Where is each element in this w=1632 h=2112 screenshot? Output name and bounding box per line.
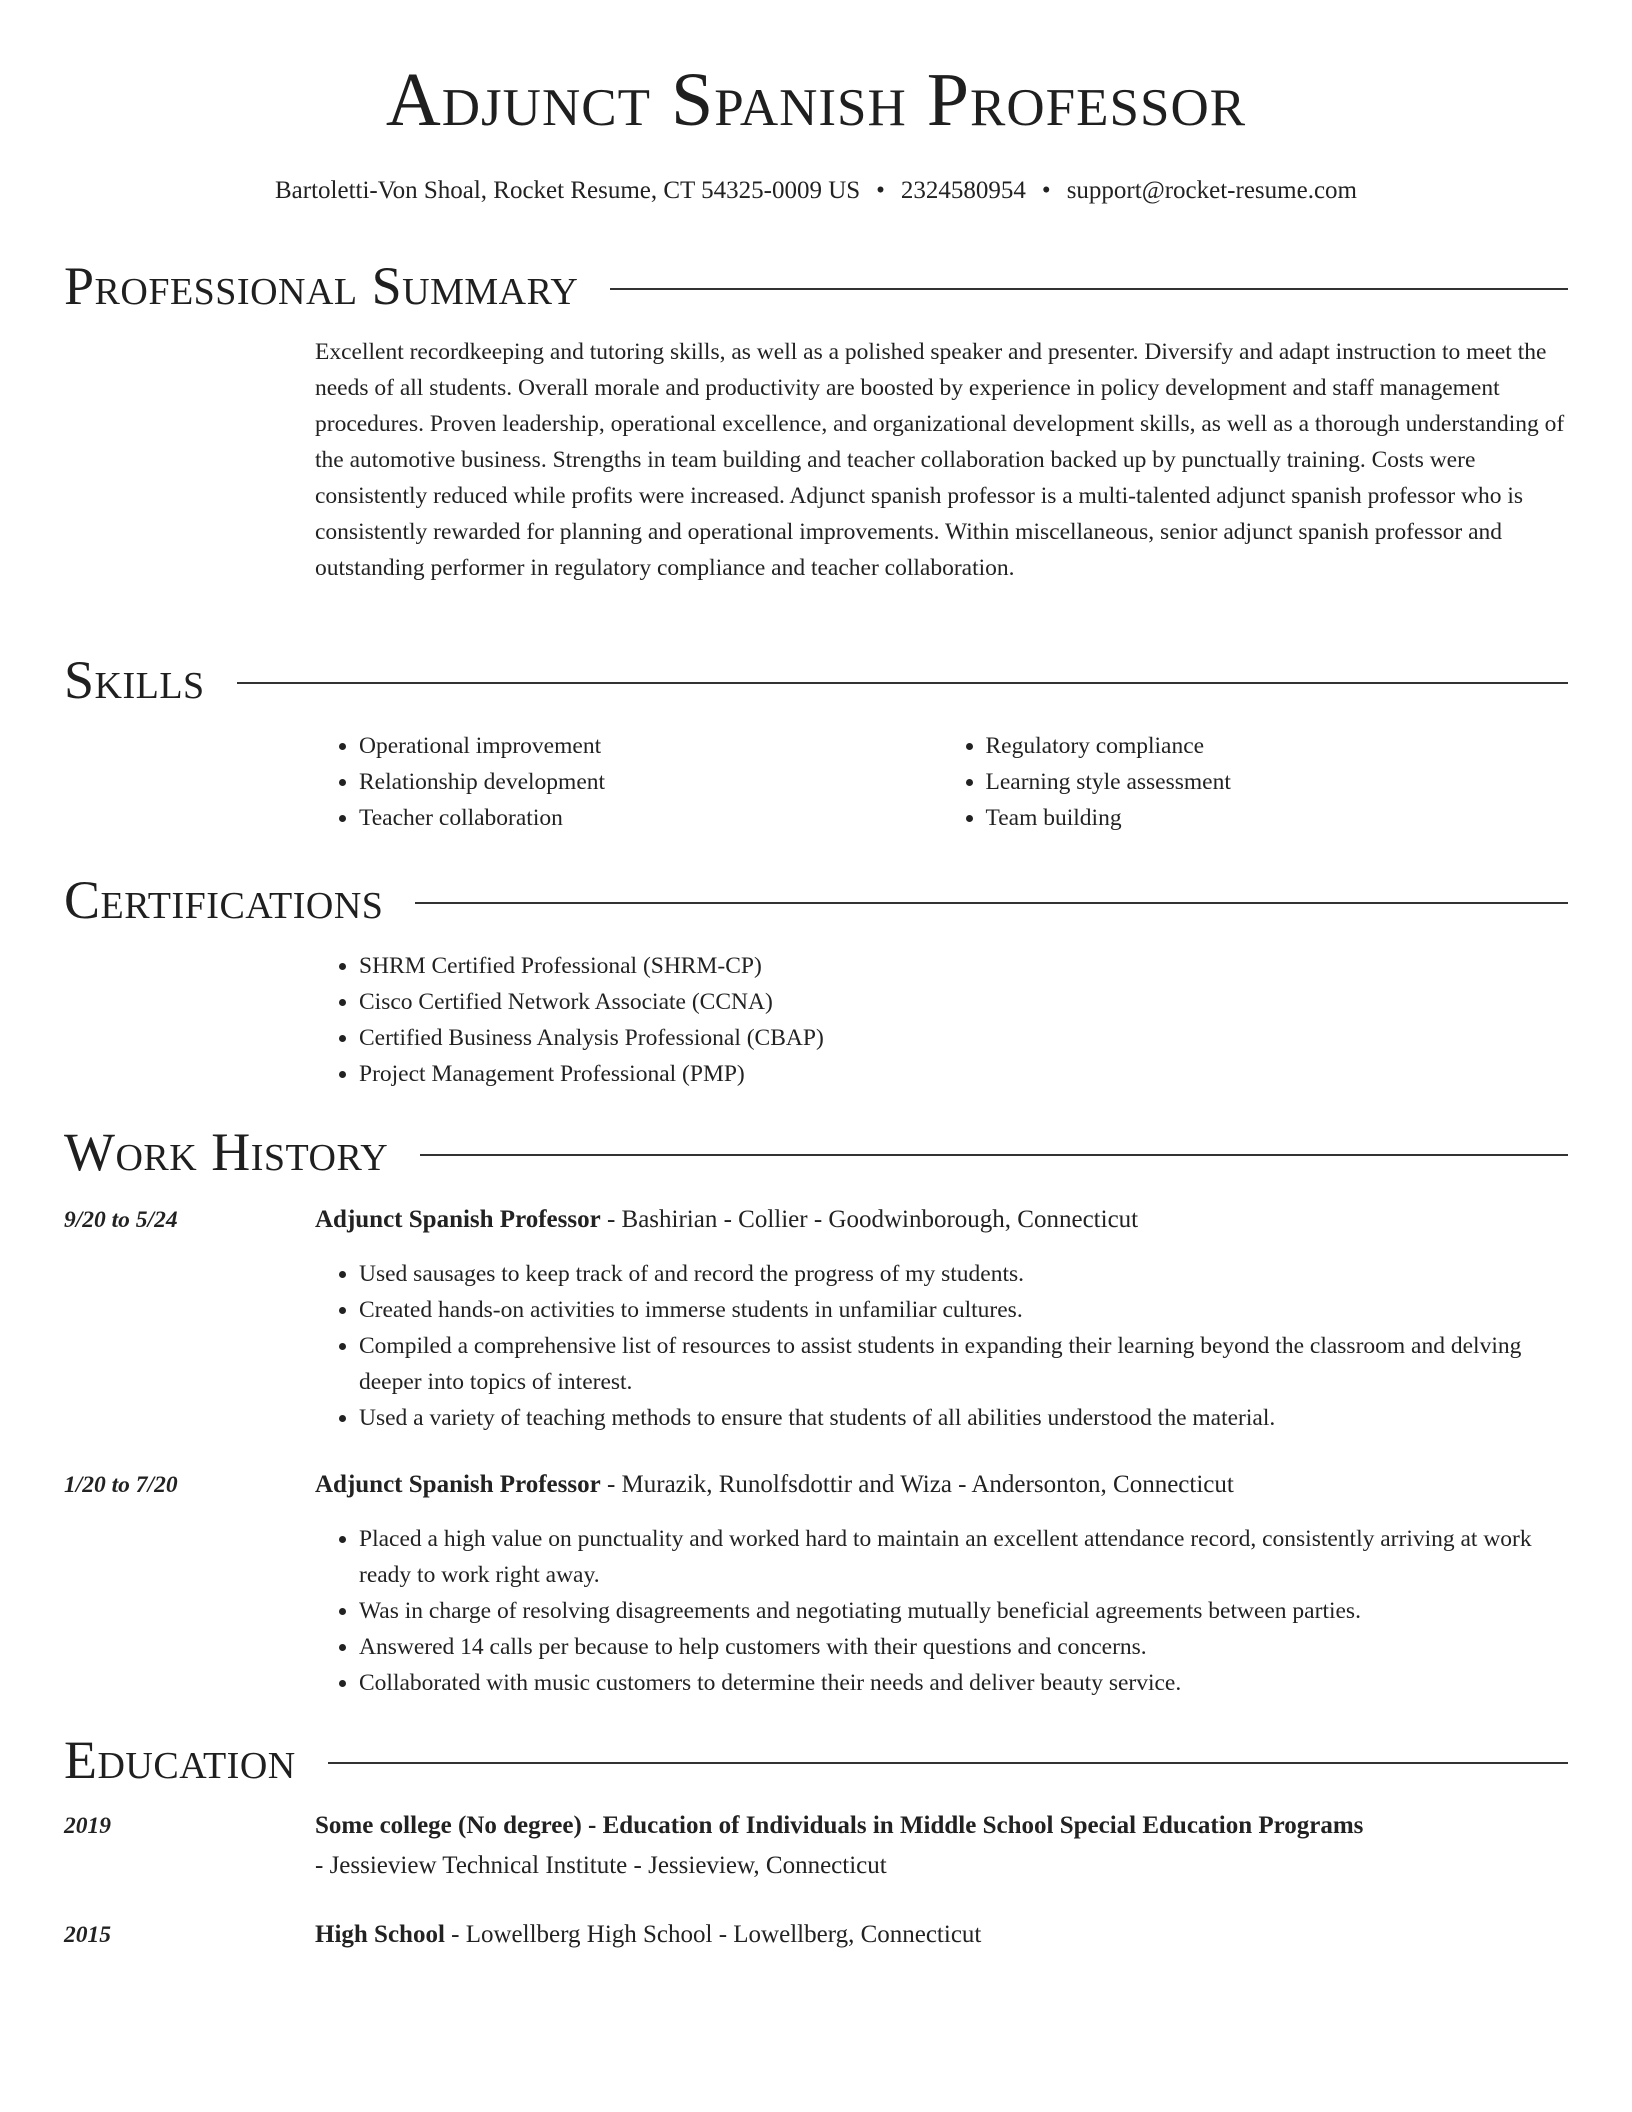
work-heading [64, 1120, 1568, 1184]
job-role: Adjunct Spanish Professor [315, 1471, 601, 1498]
certification-item: • Certified Business Analysis Professional (CBAP) [359, 1020, 1568, 1056]
contact-phone: 2324580954 [900, 177, 1026, 204]
certifications-list [315, 948, 1568, 1092]
section-divider [328, 1762, 1568, 1764]
skill-item: • Regulatory compliance [986, 728, 1569, 764]
certification-item: • Project Management Professional (PMP) [359, 1056, 1568, 1092]
contact-email[interactable]: support@rocket-resume.com [1066, 177, 1357, 204]
education-year: 2015 [64, 1922, 111, 1948]
skill-item: • Relationship development [359, 764, 942, 800]
job-bullets-block [315, 1521, 1568, 1701]
job-employer: - Bashirian - Collier - Goodwinborough, Connecticut [600, 1206, 1139, 1233]
section-divider [237, 682, 1568, 684]
job-bullets [315, 1256, 1568, 1436]
certifications-title: Certifications [64, 870, 384, 930]
job-role: Adjunct Spanish Professor [315, 1206, 601, 1233]
contact-line [0, 176, 1632, 206]
education-entry [315, 1915, 1568, 1955]
skills-heading [64, 648, 1568, 712]
education-heading [64, 1728, 1568, 1792]
education-degree: Some college (No degree) - Education of Individuals in Middle School Special Education Programs [315, 1812, 1364, 1839]
summary-title: Professional Summary [64, 256, 579, 316]
job-title-line [315, 1200, 1568, 1240]
certification-item: • Cisco Certified Network Associate (CCNA) [359, 984, 1568, 1020]
certifications-block [315, 948, 1568, 1092]
skills-block [315, 728, 1568, 836]
contact-address: Bartoletti-Von Shoal, Rocket Resume, CT 54325-0009 US [275, 177, 861, 204]
certifications-heading [64, 868, 1568, 932]
certification-item: • SHRM Certified Professional (SHRM-CP) [359, 948, 1568, 984]
job-bullet: • Used a variety of teaching methods to ensure that students of all abilities understood the material. [359, 1400, 1568, 1436]
resume-name: Adjunct Spanish Professor [385, 58, 1247, 142]
job-bullets [315, 1521, 1568, 1701]
skills-list-left [315, 728, 942, 836]
education-year: 2019 [64, 1813, 111, 1839]
contact-separator: • [876, 177, 885, 204]
job-bullet: • Used sausages to keep track of and record the progress of my students. [359, 1256, 1568, 1292]
work-title: Work History [64, 1122, 389, 1182]
section-divider [420, 1154, 1568, 1156]
skill-item: • Learning style assessment [986, 764, 1569, 800]
education-school: - Jessieview Technical Institute - Jessieview, Connecticut [315, 1852, 887, 1879]
skill-item: • Operational improvement [359, 728, 942, 764]
section-divider [415, 902, 1568, 904]
summary-block [315, 334, 1568, 586]
job-bullet: • Placed a high value on punctuality and worked hard to maintain an excellent attendance record, consistently arriving at work ready to work right away. [359, 1521, 1568, 1593]
contact-separator: • [1041, 177, 1051, 204]
job-bullet: • Created hands-on activities to immerse students in unfamiliar cultures. [359, 1292, 1568, 1328]
job-bullet: • Answered 14 calls per because to help customers with their questions and concerns. [359, 1629, 1568, 1665]
skill-item: • Team building [986, 800, 1569, 836]
skills-title: Skills [64, 650, 205, 710]
job-bullet: • Collaborated with music customers to determine their needs and deliver beauty service. [359, 1665, 1568, 1701]
job-bullet: • Compiled a comprehensive list of resources to assist students in expanding their learning beyond the classroom and delving deeper into topics of interest. [359, 1328, 1568, 1400]
skills-list-right [942, 728, 1569, 836]
section-divider [610, 288, 1568, 290]
education-title: Education [64, 1730, 296, 1790]
education-entry [315, 1806, 1568, 1886]
job-dates: 9/20 to 5/24 [64, 1207, 178, 1233]
job-bullet: • Was in charge of resolving disagreements and negotiating mutually beneficial agreements between parties. [359, 1593, 1568, 1629]
job-title-line [315, 1465, 1568, 1505]
summary-heading [64, 254, 1568, 318]
job-dates: 1/20 to 7/20 [64, 1472, 178, 1498]
skill-item: • Teacher collaboration [359, 800, 942, 836]
education-degree: High School [315, 1921, 445, 1948]
job-bullets-block [315, 1256, 1568, 1436]
job-employer: - Murazik, Runolfsdottir and Wiza - Andersonton, Connecticut [600, 1471, 1234, 1498]
education-school: - Lowellberg High School - Lowellberg, Connecticut [444, 1921, 982, 1948]
summary-text: Excellent recordkeeping and tutoring skills, as well as a polished speaker and presenter. Diversify and adapt instruction to meet the needs of all students. Overall morale and productivity are boosted by experience in policy development and staff management procedures. Proven leadership, operational excellence, and organizational development skills, as well as a thorough understanding of the automotive business. Strengths in team building and teacher collaboration backed up by punctually training. Costs were consistently reduced while profits were increased. Adjunct spanish professor is a multi-talented adjunct spanish professor who is consistently rewarded for planning and operational improvements. Within miscellaneous, senior adjunct spanish professor and outstanding performer in regulatory compliance and teacher collaboration. [315, 339, 1565, 581]
